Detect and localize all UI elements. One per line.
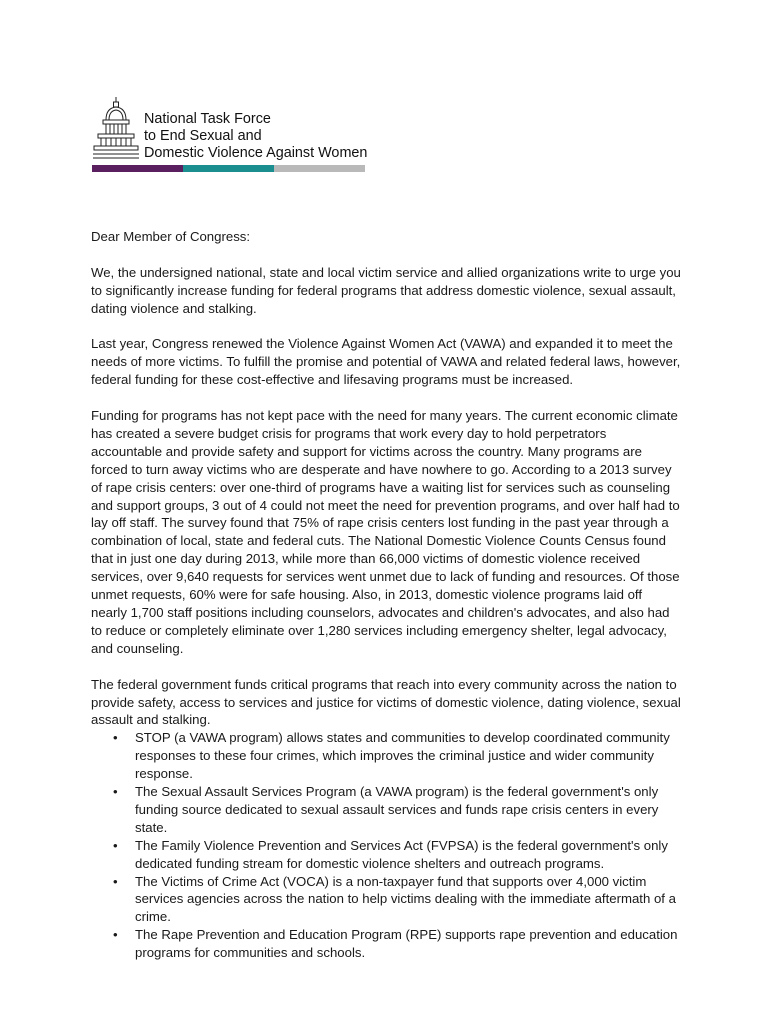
list-item: • STOP (a VAWA program) allows states and communities to develop coordinated community responses to these four crimes, which improves the criminal justice and wider community response. — [135, 729, 681, 783]
color-bar-purple — [92, 165, 183, 172]
salutation: Dear Member of Congress: — [91, 229, 251, 244]
list-item: • The Victims of Crime Act (VOCA) is a non-taxpayer fund that supports over 4,000 victim services agencies across the nation to help victims dealing with the immediate aftermath of a crime. — [135, 873, 681, 927]
capitol-dome-icon — [92, 96, 140, 160]
color-bar-gray — [274, 165, 365, 172]
list-item: • The Family Violence Prevention and Services Act (FVPSA) is the federal government's only dedicated funding stream for domestic violence shelters and outreach programs. — [135, 837, 681, 873]
org-name-line-3: Domestic Violence Against Women — [144, 145, 368, 161]
paragraph-vawa: Last year, Congress renewed the Violence Against Women Act (VAWA) and expanded it to meet the needs of more victims. To fulfill the promise and potential of VAWA and related federal laws, however, federal funding for these cost-effective and lifesaving programs must be increased. — [91, 336, 681, 388]
color-bar-teal — [183, 165, 274, 172]
paragraph-intro: We, the undersigned national, state and local victim service and allied organizations write to urge you to significantly increase funding for federal programs that address domestic violence, sexual assault, dating violence and stalking. — [91, 264, 681, 316]
list-item: • The Rape Prevention and Education Program (RPE) supports rape prevention and education programs for communities and schools. — [135, 926, 681, 962]
program-list — [91, 729, 681, 962]
org-name-line-2: to End Sexual and — [144, 128, 262, 144]
letterhead-color-bar — [92, 165, 365, 172]
organization-name — [144, 111, 367, 162]
letter-body — [91, 228, 681, 962]
paragraph-federal-programs: The federal government funds critical programs that reach into every community across the nation to provide safety, access to services and justice for victims of domestic violence, dating violence, sexual assault and stalking. — [91, 676, 681, 728]
letterhead — [92, 96, 368, 178]
org-name-line-1: National Task Force — [144, 111, 271, 127]
list-item: • The Sexual Assault Services Program (a VAWA program) is the federal government's only funding source dedicated to sexual assault services and funds rape crisis centers in every state. — [135, 783, 681, 837]
paragraph-funding: Funding for programs has not kept pace with the need for many years. The current economic climate has created a severe budget crisis for programs that work every day to hold perpetrators accountable and provide safety and support for victims across the country. Many programs are forced to turn away victims who are desperate and have nowhere to go. According to a 2013 survey of rape crisis centers: over one-third of programs have a waiting list for services such as counseling and support groups, 3 out of 4 could not meet the need for prevention programs, and over half had to lay off staff. The survey found that 75% of rape crisis centers lost funding in the past year through a combination of local, state and federal cuts. The National Domestic Violence Counts Census found that in just one day during 2013, while more than 66,000 victims of domestic violence received services, over 9,640 requests for services went unmet due to lack of funding and resources. Of those unmet requests, 60% were for safe housing. Also, in 2013, domestic violence programs laid off nearly 1,700 staff positions including counselors, advocates and children's advocates, and also had to reduce or completely eliminate over 1,280 services including emergency shelter, legal advocacy, and counseling. — [91, 408, 680, 656]
